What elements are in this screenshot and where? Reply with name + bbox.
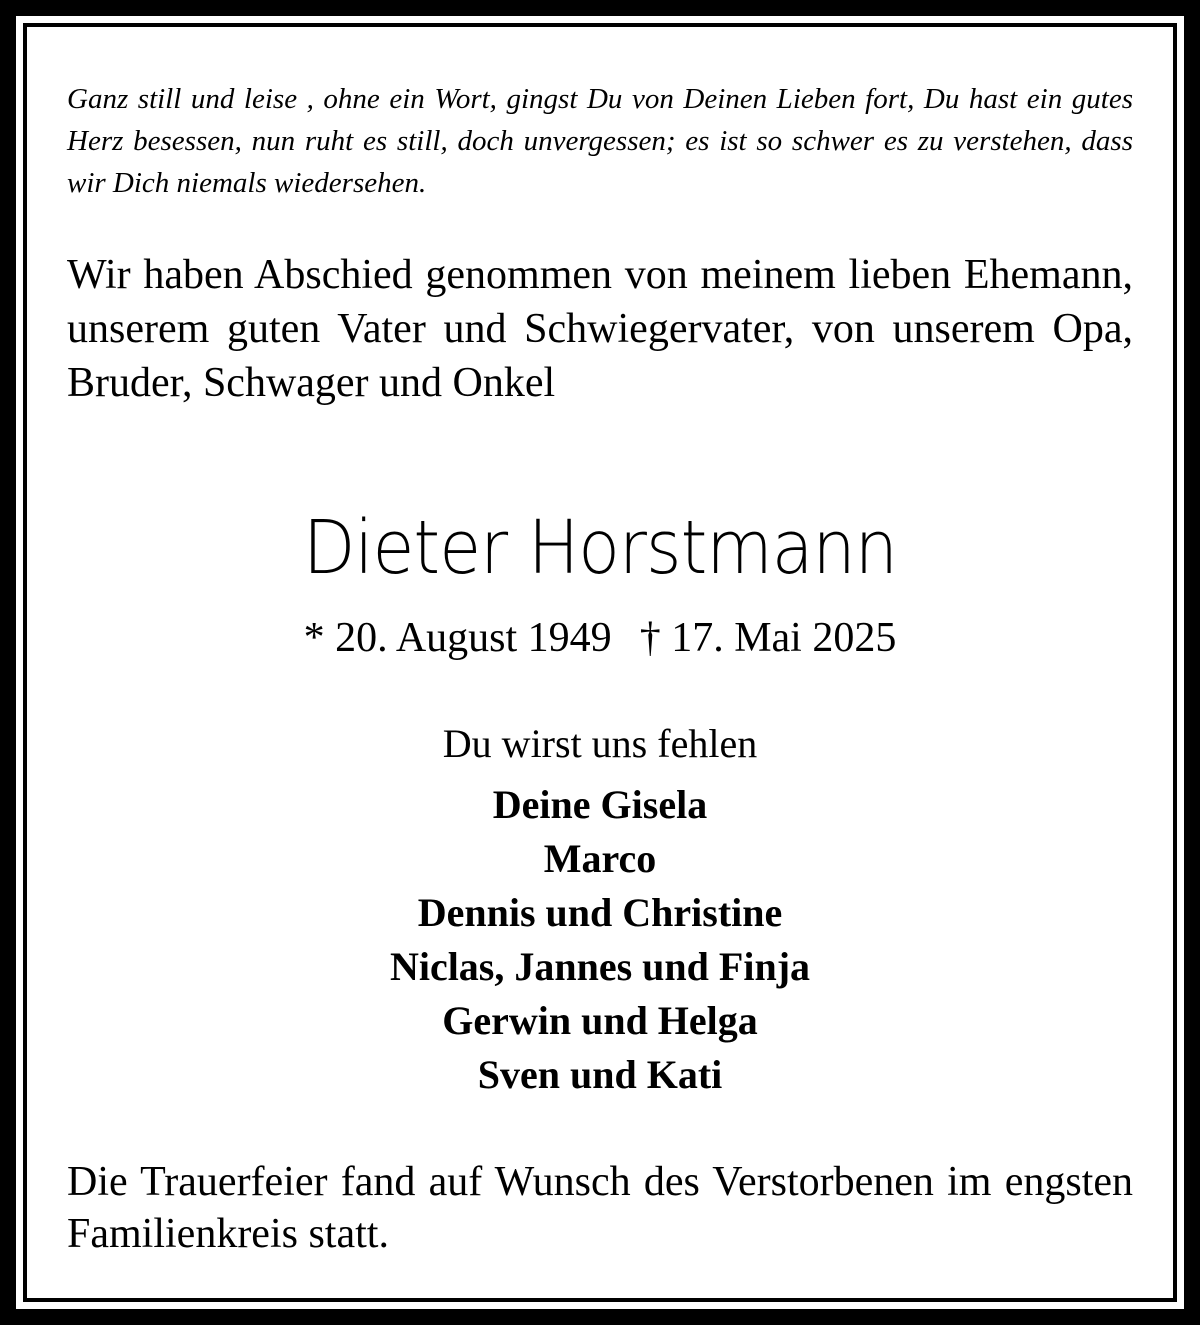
mourner-entry: Niclas, Jannes und Finja xyxy=(389,944,811,989)
mourner-entry: Dennis und Christine xyxy=(417,890,783,935)
obituary-notice xyxy=(67,78,1133,1257)
life-dates xyxy=(67,612,1133,664)
death-date: † 17. Mai 2025 xyxy=(639,615,897,661)
mourner-entry: Marco xyxy=(543,836,657,881)
mourner-entry: Sven und Kati xyxy=(477,1052,723,1097)
memorial-verse: Ganz still und leise , ohne ein Wort, gingst Du von Deinen Lieben fort, Du hast ein gutes Herz besessen, nun ruht es still, doch unvergessen; es ist so schwer es zu verstehen, dass wir Dich niemals wiedersehen. xyxy=(67,83,1133,199)
missed-phrase: Du wirst uns fehlen xyxy=(442,721,758,766)
mourner-entry: Gerwin und Helga xyxy=(442,998,758,1043)
mourner-entry: Deine Gisela xyxy=(492,782,708,827)
farewell-intro: Wir haben Abschied genommen von meinem lieben Ehemann, unserem guten Vater und Schwiegervater, von unserem Opa, Bruder, Schwager und Onkel xyxy=(67,252,1133,406)
deceased-name: Dieter Horstmann xyxy=(302,505,898,591)
birth-date: * 20. August 1949 xyxy=(303,615,612,661)
mourners-list xyxy=(67,778,1133,1102)
funeral-note: Die Trauerfeier fand auf Wunsch des Verstorbenen im engsten Familienkreis statt. xyxy=(67,1159,1133,1257)
